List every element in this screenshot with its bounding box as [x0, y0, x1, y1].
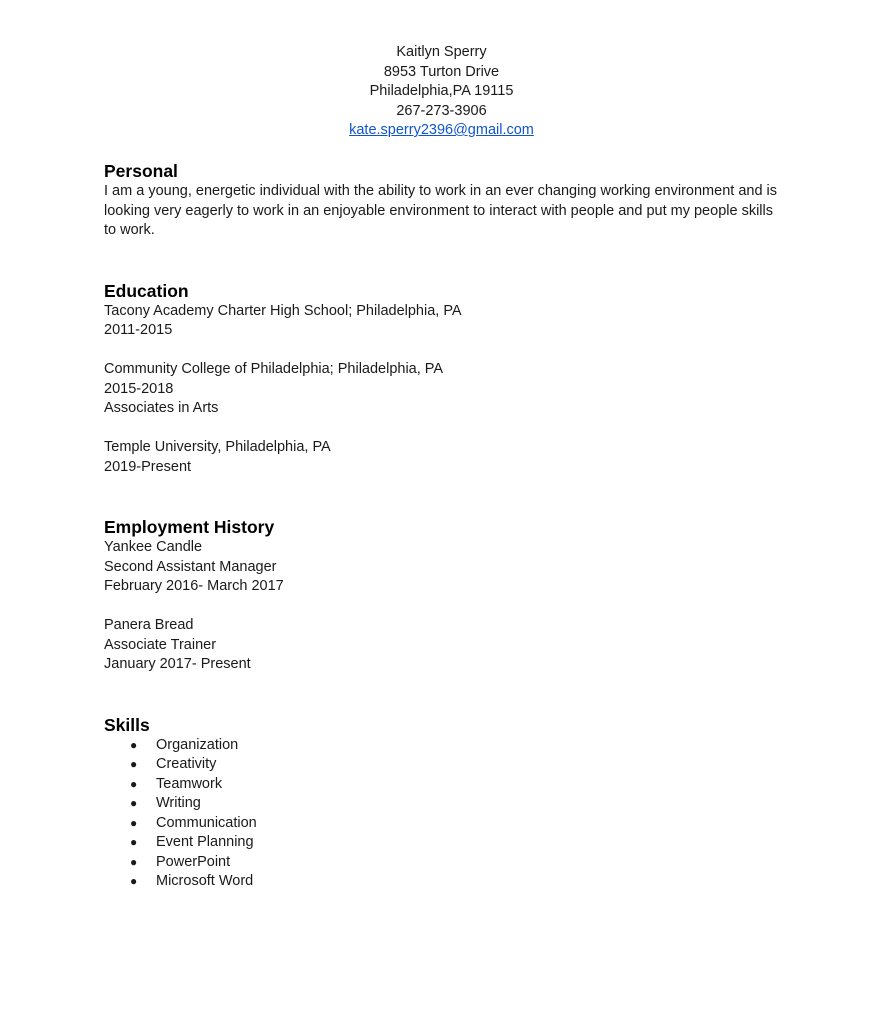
- education-heading: Education: [104, 280, 189, 301]
- job-dates: February 2016- March 2017: [104, 578, 284, 594]
- skill-item: [104, 775, 784, 795]
- skill-item: [104, 755, 784, 775]
- school-name: Tacony Academy Charter High School; Philadelphia, PA: [104, 302, 462, 319]
- education-entry: [104, 360, 784, 419]
- job-title: Associate Trainer: [104, 636, 217, 653]
- phone-number: 267-273-3906: [396, 102, 487, 119]
- job-title: Second Assistant Manager: [104, 558, 277, 575]
- employer-name: Panera Bread: [104, 617, 194, 633]
- city-state-zip: Philadelphia,PA 19115: [369, 83, 514, 99]
- skill-label: Writing: [156, 795, 201, 811]
- education-section: [104, 280, 784, 478]
- bullet-icon: ●: [130, 835, 138, 849]
- bullet-icon: ●: [130, 796, 138, 810]
- skill-label: Communication: [156, 814, 257, 831]
- street-address: 8953 Turton Drive: [383, 63, 500, 80]
- bullet-icon: ●: [130, 737, 138, 752]
- skill-item: [104, 833, 784, 853]
- skills-section: [104, 714, 784, 892]
- education-entry: [104, 302, 784, 341]
- school-name: Temple University, Philadelphia, PA: [104, 439, 331, 455]
- school-name: Community College of Philadelphia; Philadelphia, PA: [104, 361, 444, 377]
- skill-label: Microsoft Word: [156, 873, 254, 889]
- school-degree: Associates in Arts: [104, 400, 219, 416]
- personal-section: [104, 160, 784, 241]
- employer-name: Yankee Candle: [104, 539, 203, 555]
- contact-header: [0, 43, 883, 141]
- skill-label: PowerPoint: [156, 853, 231, 870]
- bullet-icon: ●: [130, 776, 138, 791]
- skill-item: [104, 794, 784, 814]
- job-dates: January 2017- Present: [104, 656, 251, 672]
- personal-statement: I am a young, energetic individual with the ability to work in an ever changing working environment and is looking very eagerly to work in an enjoyable environment to interact with people and put my people skills to work.: [104, 183, 778, 238]
- school-years: 2019-Present: [104, 458, 192, 475]
- skill-item: [104, 872, 784, 892]
- job-entry: [104, 538, 784, 597]
- bullet-icon: ●: [130, 874, 138, 888]
- employment-heading: Employment History: [104, 517, 275, 537]
- school-years: 2015-2018: [104, 380, 174, 397]
- personal-heading: Personal: [104, 161, 178, 181]
- skill-label: Organization: [156, 736, 239, 753]
- skill-label: Teamwork: [156, 775, 223, 792]
- skills-list: [104, 736, 784, 892]
- skill-item: [104, 814, 784, 834]
- bullet-icon: ●: [130, 854, 138, 869]
- resume-body: [104, 160, 784, 892]
- bullet-icon: ●: [130, 815, 138, 830]
- skill-item: [104, 853, 784, 873]
- job-entry: [104, 616, 784, 675]
- skill-label: Event Planning: [156, 834, 254, 850]
- skill-item: [104, 736, 784, 756]
- education-entry: [104, 438, 784, 477]
- applicant-name: Kaitlyn Sperry: [396, 44, 487, 60]
- school-years: 2011-2015: [104, 322, 173, 338]
- email-link[interactable]: kate.sperry2396@gmail.com: [349, 122, 534, 138]
- skills-heading: Skills: [104, 714, 150, 735]
- skill-label: Creativity: [156, 756, 217, 772]
- bullet-icon: ●: [130, 757, 138, 771]
- employment-section: [104, 516, 784, 675]
